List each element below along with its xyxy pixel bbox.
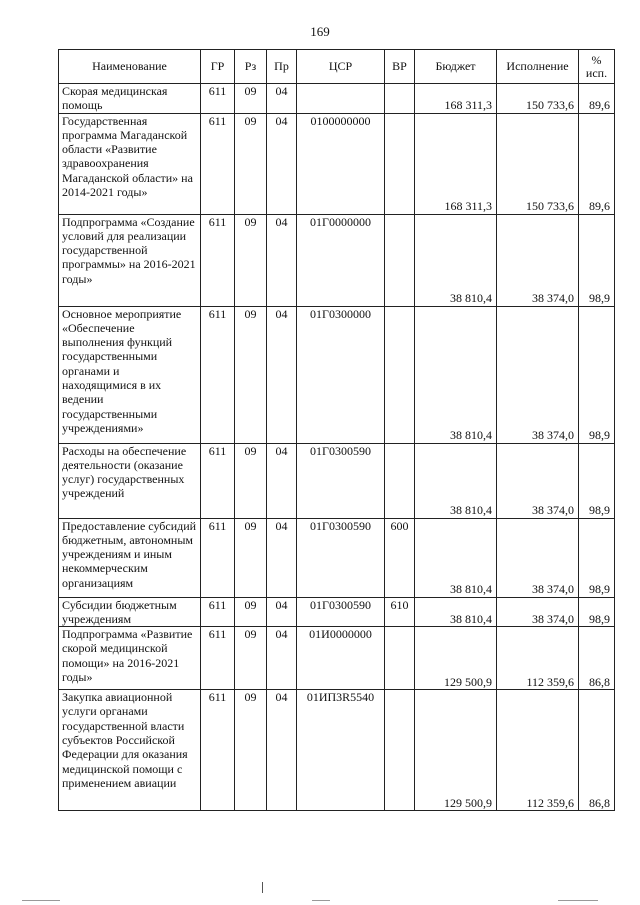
cell-gr: 611 <box>201 627 235 690</box>
cell-name: Субсидии бюджетным учреждениям <box>59 597 201 627</box>
cell-budget: 129 500,9 <box>415 627 497 690</box>
cell-rz: 09 <box>235 84 267 114</box>
cell-percent: 98,9 <box>579 518 615 597</box>
cell-execution: 38 374,0 <box>497 597 579 627</box>
cell-pr: 04 <box>267 690 297 811</box>
cell-execution: 38 374,0 <box>497 214 579 306</box>
table-row <box>59 306 615 443</box>
cell-gr: 611 <box>201 214 235 306</box>
cell-name: Подпрограмма «Создание условий для реализации государственной программы» на 2016-2021 годы» <box>59 214 201 306</box>
cell-rz: 09 <box>235 113 267 214</box>
cell-csr: 01Г0300590 <box>297 597 385 627</box>
cell-name: Подпрограмма «Развитие скорой медицинской помощи» на 2016-2021 годы» <box>59 627 201 690</box>
cell-pr: 04 <box>267 84 297 114</box>
cell-name: Предоставление субсидий бюджетным, автономным учреждениям и иным некоммерческим организациям <box>59 518 201 597</box>
scan-mark <box>558 900 598 901</box>
cell-budget: 38 810,4 <box>415 214 497 306</box>
cell-name: Скорая медицинская помощь <box>59 84 201 114</box>
cell-vr: 610 <box>385 597 415 627</box>
table-row <box>59 627 615 690</box>
cell-rz: 09 <box>235 627 267 690</box>
cell-pr: 04 <box>267 597 297 627</box>
cell-vr <box>385 443 415 518</box>
header-pr: Пр <box>267 50 297 84</box>
header-vr: ВР <box>385 50 415 84</box>
cell-vr <box>385 306 415 443</box>
cell-vr: 600 <box>385 518 415 597</box>
cell-vr <box>385 214 415 306</box>
cell-percent: 98,9 <box>579 443 615 518</box>
cell-execution: 112 359,6 <box>497 690 579 811</box>
cell-csr: 01Г0000000 <box>297 214 385 306</box>
cell-percent: 98,9 <box>579 597 615 627</box>
scan-mark <box>262 882 263 893</box>
cell-vr <box>385 84 415 114</box>
cell-rz: 09 <box>235 690 267 811</box>
table-row <box>59 113 615 214</box>
cell-name: Основное мероприятие «Обеспечение выполнения функций государственными органами и находящимися в их ведении государственными учреждениями» <box>59 306 201 443</box>
header-percent <box>579 50 615 84</box>
cell-gr: 611 <box>201 306 235 443</box>
cell-name: Закупка авиационной услуги органами государственной власти субъектов Российской Федерации для оказания медицинской помощи с применением авиации <box>59 690 201 811</box>
cell-name: Государственная программа Магаданской области «Развитие здравоохранения Магаданской области» на 2014-2021 годы» <box>59 113 201 214</box>
cell-percent: 86,8 <box>579 627 615 690</box>
scan-mark <box>312 900 330 901</box>
cell-rz: 09 <box>235 306 267 443</box>
table-row <box>59 597 615 627</box>
cell-gr: 611 <box>201 597 235 627</box>
table-row <box>59 443 615 518</box>
cell-execution: 112 359,6 <box>497 627 579 690</box>
header-csr: ЦСР <box>297 50 385 84</box>
cell-execution: 150 733,6 <box>497 84 579 114</box>
cell-csr: 01ИП3R5540 <box>297 690 385 811</box>
cell-budget: 168 311,3 <box>415 113 497 214</box>
cell-csr: 01Г0300000 <box>297 306 385 443</box>
table-row <box>59 84 615 114</box>
cell-csr: 01Г0300590 <box>297 443 385 518</box>
cell-execution: 38 374,0 <box>497 443 579 518</box>
cell-execution: 38 374,0 <box>497 306 579 443</box>
cell-pr: 04 <box>267 214 297 306</box>
cell-rz: 09 <box>235 443 267 518</box>
cell-percent: 89,6 <box>579 84 615 114</box>
cell-budget: 38 810,4 <box>415 597 497 627</box>
cell-pr: 04 <box>267 627 297 690</box>
cell-pr: 04 <box>267 113 297 214</box>
cell-budget: 38 810,4 <box>415 306 497 443</box>
header-rz: Рз <box>235 50 267 84</box>
budget-table <box>58 49 615 811</box>
cell-pr: 04 <box>267 306 297 443</box>
cell-csr: 0100000000 <box>297 113 385 214</box>
header-budget: Бюджет <box>415 50 497 84</box>
cell-percent: 98,9 <box>579 306 615 443</box>
cell-csr: 01Г0300590 <box>297 518 385 597</box>
cell-csr: 01И0000000 <box>297 627 385 690</box>
header-execution: Исполнение <box>497 50 579 84</box>
cell-percent: 86,8 <box>579 690 615 811</box>
header-name: Наименование <box>59 50 201 84</box>
cell-rz: 09 <box>235 597 267 627</box>
cell-name: Расходы на обеспечение деятельности (оказание услуг) государственных учреждений <box>59 443 201 518</box>
header-percent-label: исп. <box>585 65 608 80</box>
cell-budget: 38 810,4 <box>415 443 497 518</box>
cell-gr: 611 <box>201 518 235 597</box>
table-row <box>59 518 615 597</box>
cell-rz: 09 <box>235 518 267 597</box>
cell-vr <box>385 690 415 811</box>
cell-execution: 38 374,0 <box>497 518 579 597</box>
table-row <box>59 690 615 811</box>
cell-percent: 98,9 <box>579 214 615 306</box>
header-percent-symbol: % <box>591 52 602 67</box>
cell-gr: 611 <box>201 113 235 214</box>
cell-budget: 168 311,3 <box>415 84 497 114</box>
scan-mark <box>22 900 60 901</box>
table-row <box>59 214 615 306</box>
cell-csr <box>297 84 385 114</box>
table-header-row <box>59 50 615 84</box>
cell-execution: 150 733,6 <box>497 113 579 214</box>
page-number: 169 <box>310 24 330 39</box>
cell-gr: 611 <box>201 84 235 114</box>
cell-gr: 611 <box>201 443 235 518</box>
cell-percent: 89,6 <box>579 113 615 214</box>
cell-budget: 129 500,9 <box>415 690 497 811</box>
cell-pr: 04 <box>267 443 297 518</box>
cell-vr <box>385 627 415 690</box>
header-gr: ГР <box>201 50 235 84</box>
cell-vr <box>385 113 415 214</box>
cell-budget: 38 810,4 <box>415 518 497 597</box>
cell-rz: 09 <box>235 214 267 306</box>
cell-gr: 611 <box>201 690 235 811</box>
cell-pr: 04 <box>267 518 297 597</box>
